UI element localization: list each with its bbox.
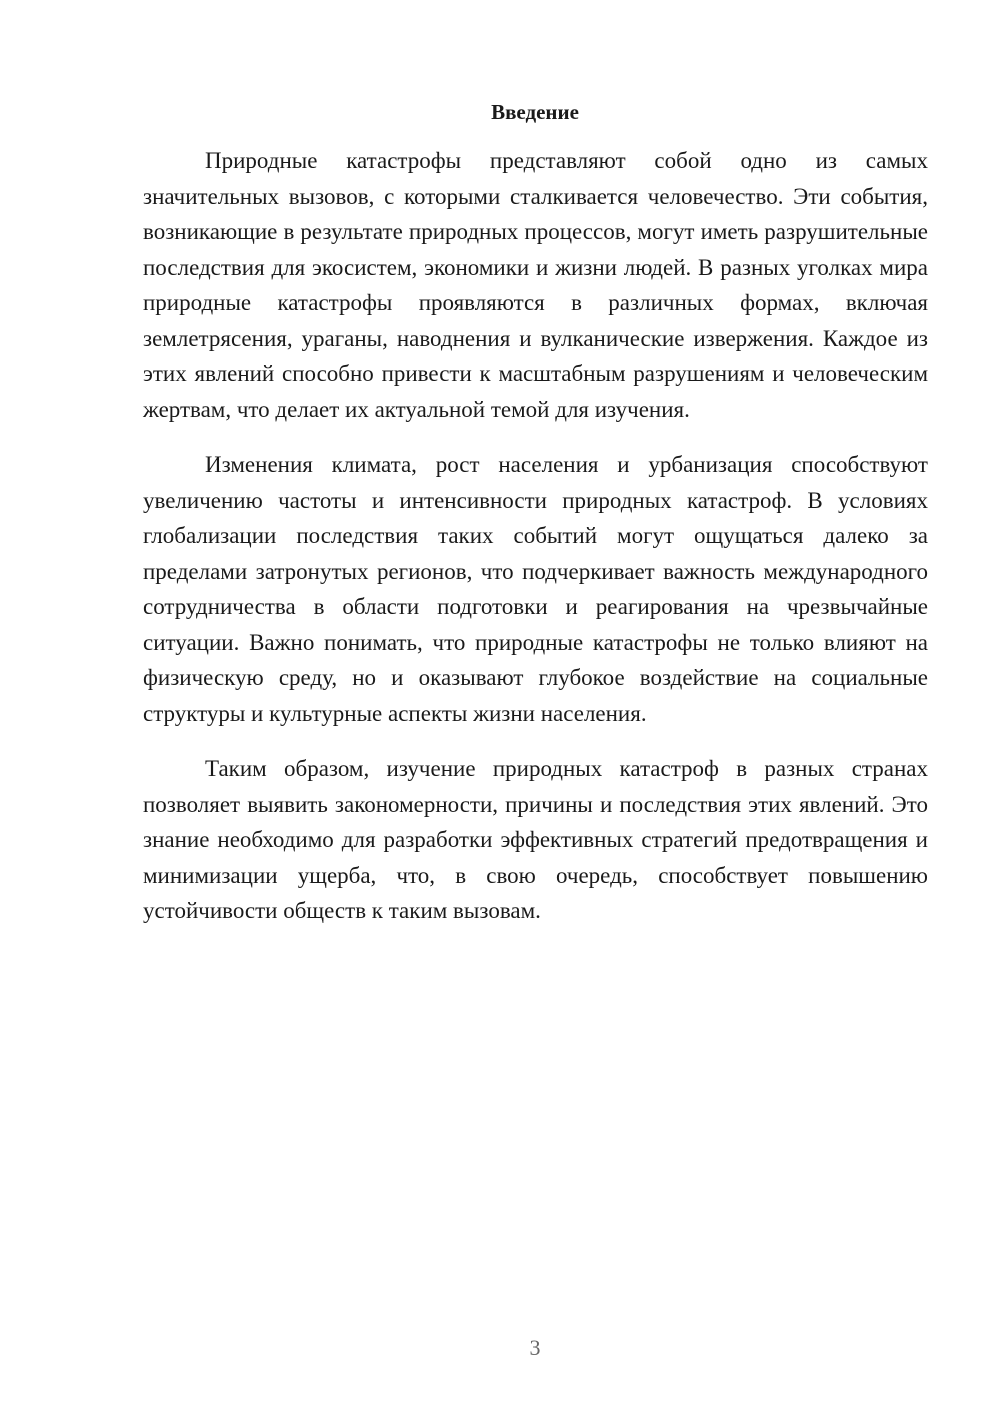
paragraph-2: Изменения климата, рост населения и урбанизация способствуют увеличению частоты и интенсивности природных катастроф. В условиях глобализации последствия таких событий могут ощущаться далеко за пределами затронутых регионов, что подчеркивает важность международного сотрудничества в области подготовки и реагирования на чрезвычайные ситуации. Важно понимать, что природные катастрофы не только влияют на физическую среду, но и оказывают глубокое воздействие на социальные структуры и культурные аспекты жизни населения. [143,452,928,726]
paragraph-1: Природные катастрофы представляют собой одно из самых значительных вызовов, с которыми сталкивается человечество. Эти события, возникающие в результате природных процессов, могут иметь разрушительные последствия для экосистем, экономики и жизни людей. В разных уголках мира природные катастрофы проявляются в различных формах, включая землетрясения, ураганы, наводнения и вулканические извержения. Каждое из этих явлений способно привести к масштабным разрушениям и человеческим жертвам, что делает их актуальной темой для изучения. [143,148,928,422]
paragraph-3: Таким образом, изучение природных катастроф в разных странах позволяет выявить закономерности, причины и последствия этих явлений. Это знание необходимо для разработки эффективных стратегий предотвращения и минимизации ущерба, что, в свою очередь, способствует повышению устойчивости обществ к таким вызовам. [143,756,928,923]
body-text [143,143,928,949]
section-heading: Введение [491,100,579,124]
page-number: 3 [529,1335,541,1360]
